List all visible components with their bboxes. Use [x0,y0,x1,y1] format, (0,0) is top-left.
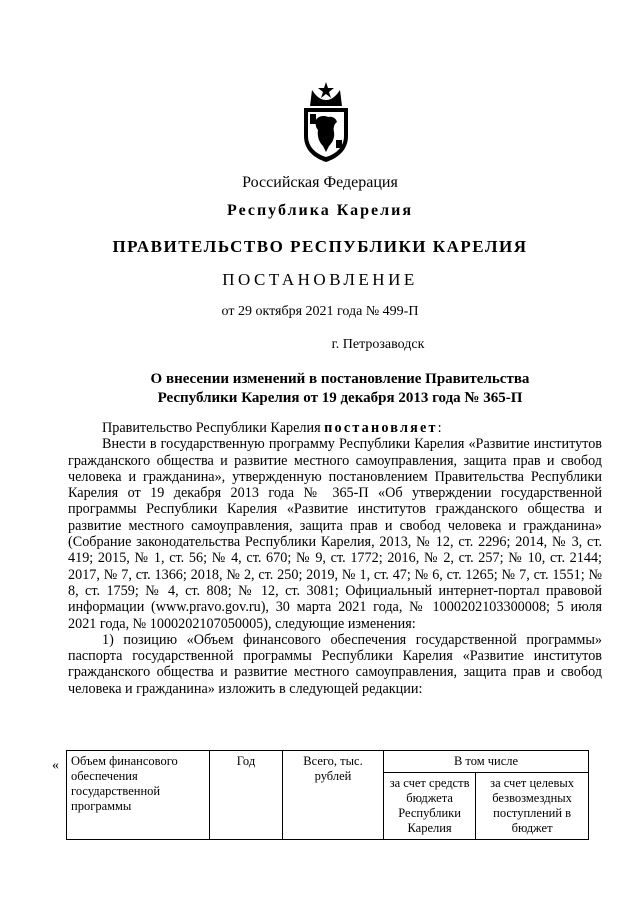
document-subject [20,370,640,408]
table-row [67,751,589,773]
preamble-decision-word: постановляет [324,420,438,436]
document-body [68,420,602,697]
coat-of-arms-icon [296,80,356,164]
document-type: ПОСТАНОВЛЕНИЕ [222,270,418,289]
table-cell-including: В том числе [384,751,589,773]
subject-line: Республики Карелия от 19 декабря 2013 года № 365-П [157,390,523,406]
government-title: ПРАВИТЕЛЬСТВО РЕСПУБЛИКИ КАРЕЛИЯ [112,237,528,256]
table-cell-year: Год [210,751,283,840]
table-cell-targeted-receipts: за счет целевых безвозмездных поступлений в бюджет [476,773,589,840]
table-cell-total: Всего, тыс. рублей [283,751,384,840]
preamble [68,420,602,436]
table-cell-financing-volume: Объем финансового обеспечения государственной программы [67,751,210,840]
preamble-colon: : [437,420,442,436]
republic-name: Республика Карелия [227,202,413,219]
body-paragraph: Внести в государственную программу Республики Карелия «Развитие институтов гражданского общества и развитие местного самоуправления, защита прав и свобод человека и гражданина», утвержденную постановлением Правительства Республики Карелия от 19 декабря 2013 года № 365-П «Об утверждении государственной программы Республики Карелия «Развитие институтов гражданского общества и развитие местного самоуправления, защита прав и свобод человека и гражданина» (Собрание законодательства Республики Карелия, 2013, № 12, ст. 2296; 2014, № 3, ст. 419; 2015, № 1, ст. 56; № 4, ст. 670; № 9, ст. 1772; 2016, № 2, ст. 257; № 10, ст. 2144; 2017, № 7, ст. 1366; 2018, № 2, ст. 250; 2019, № 1, ст. 47; № 6, ст. 1265; № 7, ст. 1551; № 8, ст. 1759; № 4, ст. 808; № 12, ст. 3081; Официальный интернет-портал правовой информации (www.pravo.gov.ru), 30 марта 2021 года, № 1000202103300008; 5 июля 2021 года, № 1000202107050005), следующие изменения: [68,436,602,632]
table-cell-republic-budget: за счет средств бюджета Республики Карелия [384,773,476,840]
subject-line: О внесении изменений в постановление Правительства [150,371,530,387]
document-date-number: от 29 октября 2021 года № 499-П [221,304,419,319]
opening-quote: « [52,758,59,773]
country-name: Российская Федерация [242,174,398,191]
body-paragraph: 1) позицию «Объем финансового обеспечения государственной программы» паспорта государственной программы Республики Карелия «Развитие институтов гражданского общества и развитие местного самоуправления, защита прав и свобод человека и гражданина» изложить в следующей редакции: [68,631,602,697]
document-city: г. Петрозаводск [331,337,425,352]
financing-table [66,750,589,840]
preamble-text: Правительство Республики Карелия [102,420,325,436]
